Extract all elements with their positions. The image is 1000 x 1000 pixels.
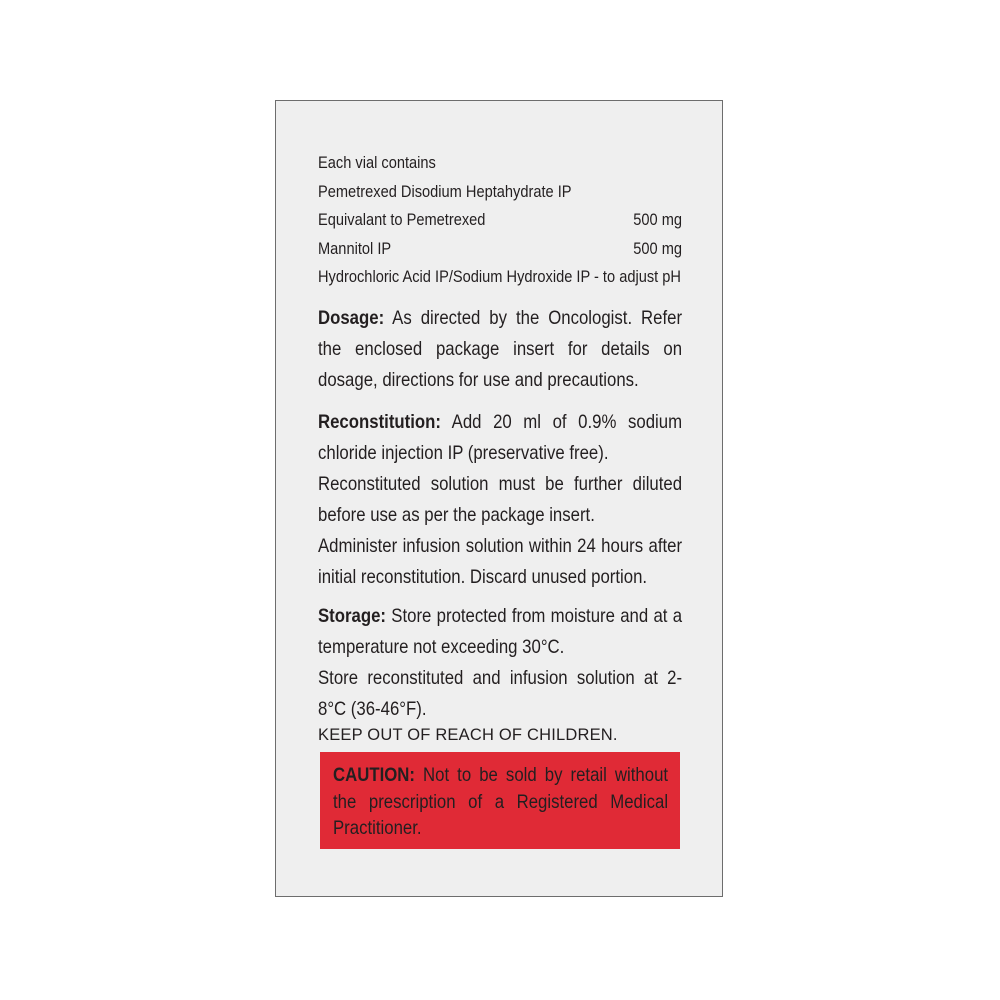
ingredient-quantity: 500 mg	[633, 238, 683, 258]
reconstitution-dilution-paragraph: Reconstituted solution must be further diluted before use as per the package insert.	[318, 472, 683, 526]
ingredient-name: Pemetrexed Disodium Heptahydrate IP	[318, 181, 572, 201]
keep-out-of-reach-warning: KEEP OUT OF REACH OF CHILDREN.	[318, 726, 618, 744]
storage-paragraph	[318, 601, 682, 663]
label-content	[318, 149, 682, 725]
caution-paragraph	[333, 762, 668, 842]
caution-box	[320, 752, 680, 849]
storage-reconstituted-paragraph: Store reconstituted and infusion solution at 2-8°C (36-46°F).	[318, 666, 683, 720]
composition-line	[318, 263, 682, 292]
label-panel	[275, 100, 723, 897]
ingredient-name: Equivalant to Pemetrexed	[318, 210, 486, 230]
dosage-section	[318, 303, 682, 396]
dosage-text: As directed by the Oncologist. Refer the enclosed package insert for details on dosage, directions for use and precautions.	[318, 306, 683, 391]
composition-line	[318, 235, 682, 264]
ingredient-name: Hydrochloric Acid IP/Sodium Hydroxide IP - to adjust pH	[318, 267, 681, 287]
reconstitution-infusion-paragraph: Administer infusion solution within 24 hours after initial reconstitution. Discard unused portion.	[318, 534, 683, 588]
reconstitution-heading: Reconstitution:	[318, 410, 441, 433]
storage-heading: Storage:	[318, 604, 387, 627]
reconstitution-paragraph	[318, 407, 682, 469]
composition-line	[318, 206, 682, 235]
ingredient-name: Mannitol IP	[318, 238, 392, 258]
composition-header: Each vial contains	[318, 153, 436, 172]
caution-text: Not to be sold by retail without the prescription of a Registered Medical Practitioner.	[333, 764, 669, 839]
dosage-heading: Dosage:	[318, 306, 385, 329]
ingredient-quantity: 500 mg	[633, 210, 683, 230]
dosage-paragraph	[318, 303, 682, 396]
storage-section	[318, 601, 682, 725]
reconstitution-text: Add 20 ml of 0.9% sodium chloride injection IP (preservative free).	[318, 410, 683, 464]
composition-line	[318, 178, 682, 207]
storage-text: Store protected from moisture and at a temperature not exceeding 30°C.	[318, 604, 683, 658]
composition-block	[318, 149, 682, 292]
caution-heading: CAUTION:	[333, 764, 415, 786]
reconstitution-section	[318, 407, 682, 593]
